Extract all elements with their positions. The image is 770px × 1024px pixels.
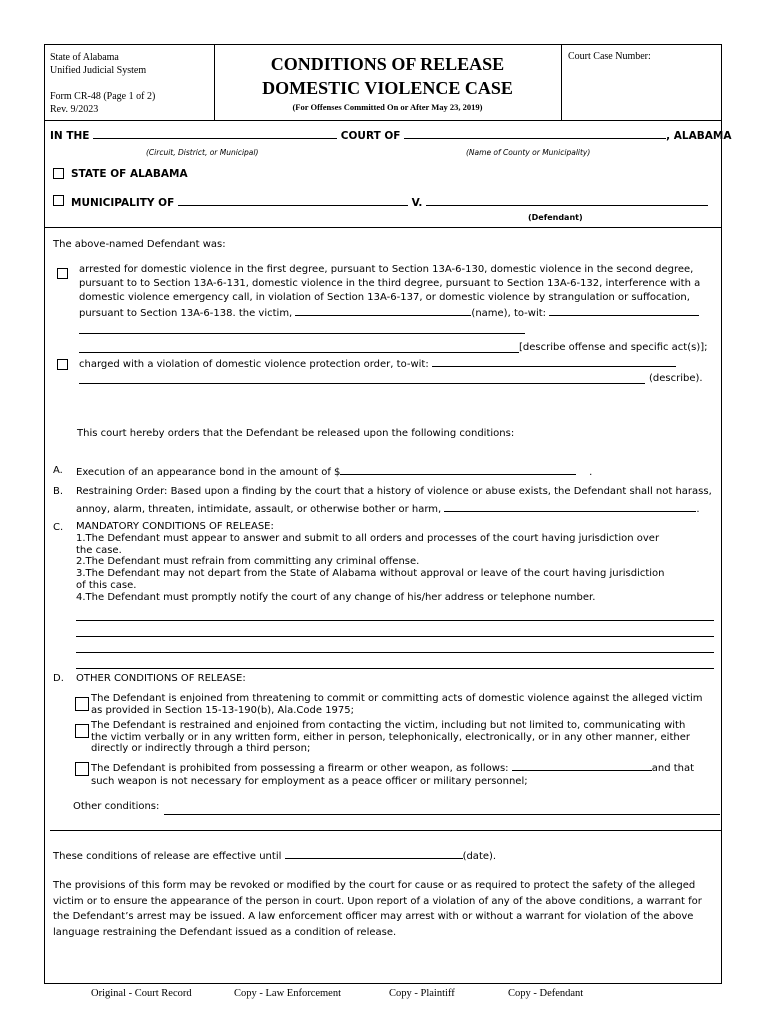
- additional-condition-line-4[interactable]: [76, 668, 714, 669]
- bond-label: Execution of an appearance bond in the amount of $: [76, 467, 341, 478]
- provisions-paragraph: [53, 878, 702, 940]
- charged-label: charged with a violation of domestic violence protection order, to-wit:: [79, 359, 429, 370]
- form-subtitle: (For Offenses Committed On or After May 23, 2019): [292, 102, 483, 112]
- arrested-text: [79, 263, 719, 321]
- county-hint: (Name of County or Municipality): [466, 148, 591, 157]
- case-number-label: Court Case Number:: [568, 51, 651, 62]
- effective-label: These conditions of release are effective until: [53, 851, 282, 862]
- protected-person-field[interactable]: [444, 501, 696, 512]
- county-field[interactable]: [404, 128, 666, 139]
- form-title-line2: DOMESTIC VIOLENCE CASE: [262, 78, 513, 98]
- no-contact-line3: directly or indirectly through a third person;: [91, 743, 311, 754]
- victim-name-field[interactable]: [295, 305, 471, 316]
- copy-law-enforcement: Copy - Law Enforcement: [234, 988, 342, 999]
- form-title-line1: CONDITIONS OF RELEASE: [270, 54, 505, 74]
- no-contact-checkbox[interactable]: [75, 724, 89, 738]
- restraining-order-line2: annoy, alarm, threaten, intimidate, assault, or otherwise bother or harm,: [76, 504, 442, 515]
- restraining-order-line1: Restraining Order: Based upon a finding by the court that a history of violence or abuse exists, the Defendant shall not harass,: [76, 486, 712, 497]
- system-label: Unified Judicial System: [50, 65, 147, 76]
- court-type-hint: (Circuit, District, or Municipal): [146, 148, 259, 157]
- mandatory-item-4: 4.The Defendant must promptly notify the court of any change of his/her address or telephone number.: [76, 591, 596, 603]
- lower-section-rule: [50, 830, 722, 831]
- court-of-label: COURT OF: [340, 130, 401, 142]
- additional-condition-line-3[interactable]: [76, 652, 714, 653]
- mandatory-heading: MANDATORY CONDITIONS OF RELEASE:: [76, 521, 274, 532]
- state-of-alabama-label: STATE OF ALABAMA: [71, 168, 188, 180]
- no-contact-line2: the victim verbally or in any written form, either in person, telephonically, electronically, or in any other manner, either: [91, 731, 690, 743]
- section-b-end: .: [696, 504, 700, 515]
- order-intro: This court hereby orders that the Defendant be released upon the following conditions:: [77, 428, 515, 439]
- mandatory-item-2: 2.The Defendant must refrain from committing any criminal offense.: [76, 556, 420, 568]
- title-block: [214, 52, 561, 114]
- copy-plaintiff: Copy - Plaintiff: [389, 988, 455, 999]
- enjoined-line1: The Defendant is enjoined from threatening to commit or committing acts of domestic violence against the alleged victim: [91, 693, 703, 704]
- offense-line-2[interactable]: [79, 352, 519, 353]
- caption-bottom-rule: [44, 227, 722, 228]
- header-bottom-rule: [44, 120, 722, 121]
- arrested-line4b: (name), to-wit:: [471, 308, 547, 319]
- firearm-line1a: The Defendant is prohibited from possessing a firearm or other weapon, as follows:: [91, 763, 509, 774]
- effective-end: (date).: [462, 851, 497, 862]
- to-wit-field[interactable]: [549, 305, 699, 316]
- effective-line: [53, 848, 496, 864]
- charged-line1: [79, 356, 676, 372]
- firearm-line2: such weapon is not necessary for employment as a peace officer or military personnel;: [91, 775, 528, 787]
- enjoined-line2: as provided in Section 15-13-190(b), Ala.Code 1975;: [91, 704, 355, 716]
- provisions-line2: victim or to ensure the appearance of the person in court. Upon report of a violation of any of the above conditions, a warrant for: [53, 895, 702, 907]
- charged-describe-label: (describe).: [649, 373, 703, 384]
- copy-defendant: Copy - Defendant: [508, 988, 584, 999]
- arrested-line3: domestic violence emergency call, in violation of Section 13A-6-137, or domestic violence by strangulation or suffocation,: [79, 292, 690, 303]
- section-c-text: [76, 521, 665, 604]
- enjoined-checkbox[interactable]: [75, 697, 89, 711]
- offense-line-1[interactable]: [79, 333, 525, 334]
- section-a-letter: A.: [53, 465, 63, 476]
- provisions-line1: The provisions of this form may be revoked or modified by the court for cause or as required to protect the safety of the alleged: [53, 880, 696, 891]
- provisions-line3: the Defendant’s arrest may be issued. A law enforcement officer may arrest with or without a warrant for violation of the above: [53, 911, 694, 922]
- arrested-line4a: pursuant to Section 13A-6-138. the victim,: [79, 308, 293, 319]
- firearm-line1b: and that: [651, 763, 695, 774]
- section-b-text: [76, 485, 712, 517]
- other-conditions-heading: OTHER CONDITIONS OF RELEASE:: [76, 673, 246, 684]
- versus-label: V.: [411, 197, 423, 209]
- no-contact-line1: The Defendant is restrained and enjoined from contacting the victim, including but not limited to, communicating with: [91, 720, 686, 731]
- municipality-field[interactable]: [178, 195, 408, 206]
- municipality-checkbox[interactable]: [53, 195, 64, 206]
- section-d-letter: D.: [53, 673, 64, 684]
- arrested-line1: arrested for domestic violence in the first degree, pursuant to Section 13A-6-130, domestic violence in the second degree,: [79, 264, 694, 275]
- copy-court-record: Original - Court Record: [91, 988, 192, 999]
- form-revision: Rev. 9/2023: [50, 104, 99, 115]
- no-contact-text: [91, 720, 690, 755]
- defendant-hint: (Defendant): [528, 213, 583, 222]
- describe-offense-label: [describe offense and specific act(s)];: [519, 342, 708, 353]
- form-id: Form CR-48 (Page 1 of 2): [50, 91, 156, 102]
- section-a-end: .: [589, 467, 593, 478]
- arrested-line2: pursuant to to Section 13A-6-131, domestic violence in the third degree, pursuant to Section 13A-6-132, interference with a: [79, 278, 701, 289]
- header-right-divider: [561, 44, 562, 120]
- section-b-letter: B.: [53, 486, 64, 497]
- agency-block: [50, 51, 155, 116]
- court-type-field[interactable]: [93, 128, 337, 139]
- provisions-line4: language restraining the Defendant issued as a condition of release.: [53, 926, 397, 938]
- effective-date-field[interactable]: [285, 848, 463, 859]
- other-conditions-label: Other conditions:: [73, 801, 160, 812]
- other-conditions-field[interactable]: [164, 814, 720, 815]
- municipality-line: [71, 195, 708, 209]
- firearm-checkbox[interactable]: [75, 762, 89, 776]
- in-the-label: IN THE: [50, 130, 90, 142]
- municipality-label: MUNICIPALITY OF: [71, 197, 175, 209]
- state-of-alabama-checkbox[interactable]: [53, 168, 64, 179]
- additional-condition-line-2[interactable]: [76, 636, 714, 637]
- alabama-label: , ALABAMA: [666, 130, 732, 142]
- intro-text: The above-named Defendant was:: [53, 239, 226, 250]
- protection-order-field[interactable]: [432, 356, 676, 367]
- mandatory-item-1: 1.The Defendant must appear to answer and submit to all orders and processes of the court having jurisdiction over: [76, 532, 660, 544]
- firearm-text: [91, 760, 694, 788]
- mandatory-item-1-cont: the case.: [76, 544, 122, 556]
- state-label: State of Alabama: [50, 52, 119, 63]
- section-c-letter: C.: [53, 522, 64, 533]
- mandatory-item-3: 3.The Defendant may not depart from the State of Alabama without approval or leave of the court having jurisdiction: [76, 568, 665, 580]
- enjoined-text: [91, 693, 703, 716]
- mandatory-item-3-cont: of this case.: [76, 579, 137, 591]
- firearm-details-field[interactable]: [512, 760, 652, 771]
- bond-amount-field[interactable]: [340, 464, 576, 475]
- section-a-line: [76, 464, 592, 480]
- additional-condition-line-1[interactable]: [76, 620, 714, 621]
- case-number-input[interactable]: [566, 66, 716, 114]
- defendant-field[interactable]: [426, 195, 708, 206]
- arrested-checkbox[interactable]: [57, 268, 68, 279]
- charged-checkbox[interactable]: [57, 359, 68, 370]
- charged-describe-line[interactable]: [79, 383, 645, 384]
- court-line: [50, 128, 731, 142]
